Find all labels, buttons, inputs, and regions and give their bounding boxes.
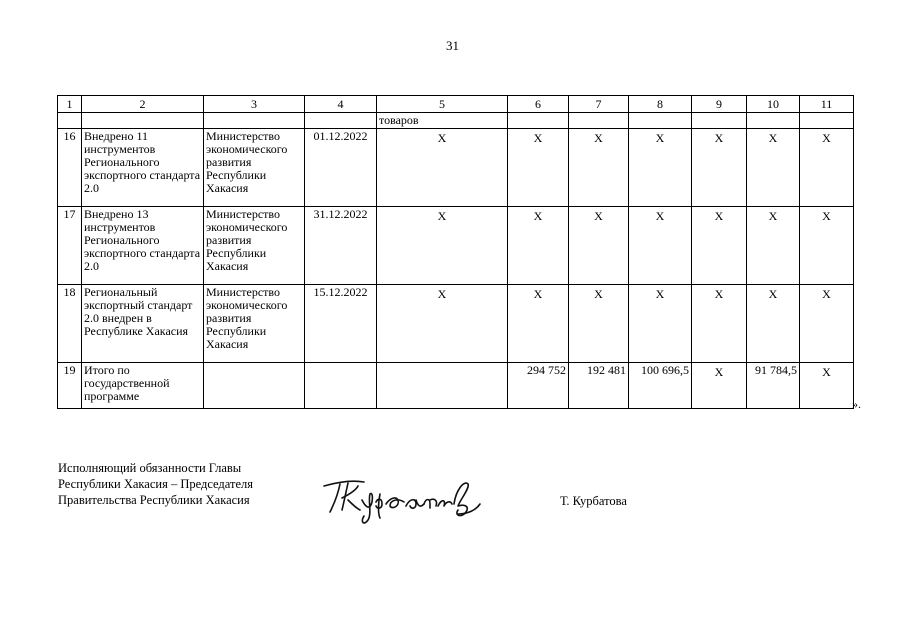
table-cell: X <box>692 285 747 363</box>
closing-quote: ». <box>852 397 861 411</box>
table-cell <box>204 113 305 129</box>
signatory-title <box>58 460 253 508</box>
table-cell <box>305 113 377 129</box>
deadline-date: 01.12.2022 <box>305 129 377 207</box>
table-cell: X <box>747 285 800 363</box>
table-cell: X <box>747 207 800 285</box>
program-table <box>57 95 854 409</box>
table-cell: X <box>800 285 854 363</box>
table-cell: X <box>629 129 692 207</box>
continuation-row <box>58 113 854 129</box>
event-description: Региональный экспортный стандарт 2.0 внедрен в Республике Хакасия <box>82 285 204 363</box>
table-cell: X <box>800 207 854 285</box>
table-cell: X <box>800 363 854 409</box>
table-cell: X <box>508 207 569 285</box>
table-cell: X <box>569 285 629 363</box>
header-cell: 9 <box>692 96 747 113</box>
header-cell: 2 <box>82 96 204 113</box>
table-cell: X <box>629 285 692 363</box>
table-cell: X <box>508 285 569 363</box>
row-number: 18 <box>58 285 82 363</box>
signatory-title-line: Правительства Республики Хакасия <box>58 493 250 507</box>
total-row <box>58 363 854 409</box>
table-cell <box>747 113 800 129</box>
header-cell: 3 <box>204 96 305 113</box>
signatory-title-line: Республики Хакасия – Председателя <box>58 477 254 491</box>
responsible-executor: Министерство экономического развития Республики Хакасия <box>204 285 305 363</box>
header-cell: 7 <box>569 96 629 113</box>
table-cell: X <box>692 129 747 207</box>
row-number: 19 <box>58 363 82 409</box>
header-cell: 10 <box>747 96 800 113</box>
table-cell: X <box>747 129 800 207</box>
total-label: Итого по государственной программе <box>82 363 204 409</box>
total-value: 192 481 <box>569 363 629 409</box>
table-cell <box>692 113 747 129</box>
table-cell: X <box>377 129 508 207</box>
table-cell <box>82 113 204 129</box>
header-cell: 6 <box>508 96 569 113</box>
table-cell: X <box>629 207 692 285</box>
table-cell: X <box>377 207 508 285</box>
header-cell: 4 <box>305 96 377 113</box>
event-description: Внедрено 13 инструментов Регионального экспортного стандарта 2.0 <box>82 207 204 285</box>
table-cell: X <box>508 129 569 207</box>
total-value: 91 784,5 <box>747 363 800 409</box>
table-cell <box>629 113 692 129</box>
total-value: 100 696,5 <box>629 363 692 409</box>
table-row <box>58 207 854 285</box>
header-row <box>58 96 854 113</box>
handwritten-signature <box>318 470 488 530</box>
row-number: 16 <box>58 129 82 207</box>
header-cell: 11 <box>800 96 854 113</box>
table-cell: X <box>692 207 747 285</box>
table-cell <box>508 113 569 129</box>
table-cell <box>377 363 508 409</box>
table-cell: X <box>569 207 629 285</box>
responsible-executor: Министерство экономического развития Республики Хакасия <box>204 207 305 285</box>
event-description: Внедрено 11 инструментов Регионального экспортного стандарта 2.0 <box>82 129 204 207</box>
row-number: 17 <box>58 207 82 285</box>
header-cell: 1 <box>58 96 82 113</box>
deadline-date: 15.12.2022 <box>305 285 377 363</box>
table-cell <box>305 363 377 409</box>
signer-name: Т. Курбатова <box>560 494 627 508</box>
page-number: 31 <box>446 38 459 53</box>
continuation-text: товаров <box>377 113 508 129</box>
total-value: 294 752 <box>508 363 569 409</box>
table-cell: X <box>800 129 854 207</box>
table-row <box>58 285 854 363</box>
table-cell <box>569 113 629 129</box>
signatory-title-line: Исполняющий обязанности Главы <box>58 461 242 475</box>
table-row <box>58 129 854 207</box>
table-cell: X <box>692 363 747 409</box>
table-cell <box>204 363 305 409</box>
table-cell: X <box>377 285 508 363</box>
table-cell <box>58 113 82 129</box>
header-cell: 8 <box>629 96 692 113</box>
table-cell <box>800 113 854 129</box>
deadline-date: 31.12.2022 <box>305 207 377 285</box>
responsible-executor: Министерство экономического развития Республики Хакасия <box>204 129 305 207</box>
header-cell: 5 <box>377 96 508 113</box>
table-cell: X <box>569 129 629 207</box>
